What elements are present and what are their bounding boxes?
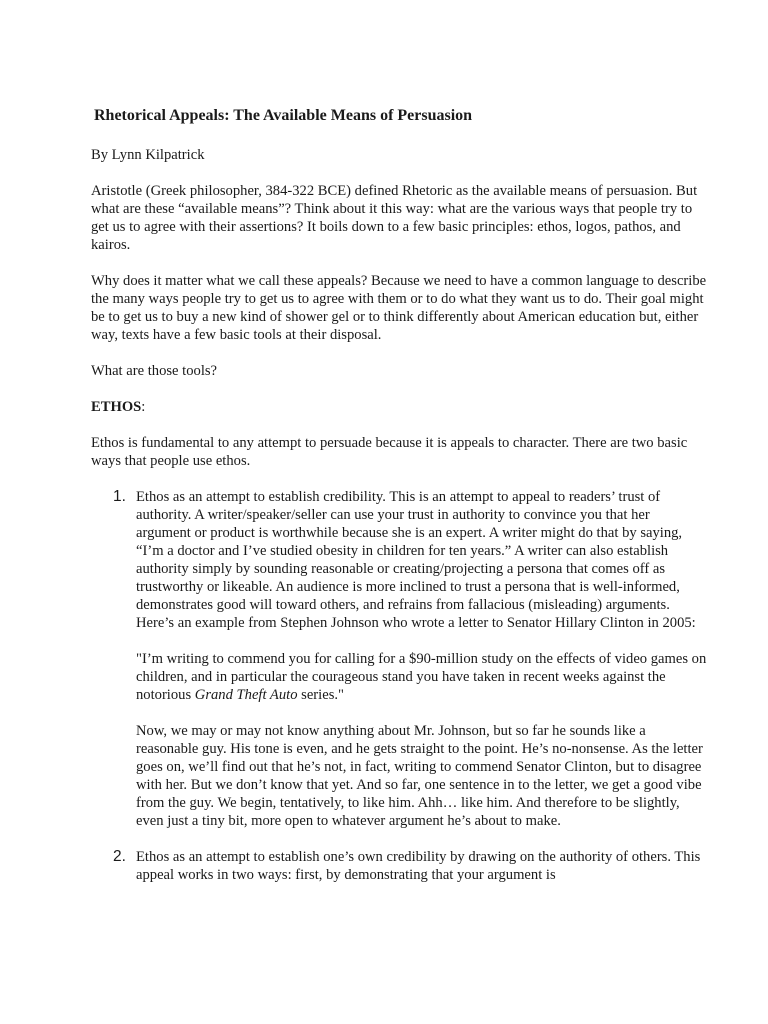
byline: By Lynn Kilpatrick [91,147,205,163]
list-item-text: Ethos as an attempt to establish one’s own credibility by drawing on the authority of others. This appeal works in two ways: first, by demonstrating that your argument is [136,849,701,883]
section-heading-colon: : [141,399,146,415]
section-heading-text: ETHOS [91,399,142,415]
list-item-followup: Now, we may or may not know anything about Mr. Johnson, but so far he sounds like a reasonable guy. His tone is even, and he gets straight to the point. He’s no-nonsense. As the letter goes on, we’ll find out that he’s not, in fact, writing to commend Senator Clinton, but to disagree with her. But we don’t know that yet. And so far, one sentence in to the letter, we get a good vibe from the guy. We begin, tentatively, to like him. Ahh… like him. And therefore to be slightly, even just a tiny bit, more open to whatever argument he’s about to make. [136,723,703,829]
ethos-intro: Ethos is fundamental to any attempt to persuade because it is appeals to character. There are two basic ways that people use ethos. [91,435,688,469]
ethos-list [91,488,708,884]
quote-text-end: series." [297,687,344,703]
block-quote [136,650,708,704]
list-item-text: Ethos as an attempt to establish credibility. This is an attempt to appeal to readers’ trust of authority. A writer/speaker/seller can use your trust in authority to convince you that her argument or product is worthwhile because she is an expert. A writer might do that by saying, “I’m a doctor and I’ve studied obesity in children for ten years.” A writer can also establish authority simply by sounding reasonable or creating/projecting a persona that comes off as trustworthy or likeable. An audience is more inclined to trust a persona that is well-informed, demonstrates good will toward others, and refrains from fallacious (misleading) arguments. Here’s an example from Stephen Johnson who wrote a letter to Senator Hillary Clinton in 2005: [136,489,696,631]
list-number: 2. [113,848,126,865]
list-item [91,848,708,884]
document-title: Rhetorical Appeals: The Available Means of Persuasion [94,107,473,124]
tools-question: What are those tools? [91,363,218,379]
section-heading-ethos [91,398,708,416]
quote-italic-title: Grand Theft Auto [194,687,298,703]
quote-text: "I’m writing to commend you for calling for a $90-million study on the effects of video games on children, and in particular the courageous stand you have taken in recent weeks against the notorious [136,651,707,703]
list-item [91,488,708,830]
list-number: 1. [113,488,126,505]
why-paragraph: Why does it matter what we call these appeals? Because we need to have a common language to describe the many ways people try to get us to agree with them or to do what they want us to do. Their goal might be to get us to buy a new kind of shower gel or to think differently about American education but, either way, texts have a few basic tools at their disposal. [91,273,707,343]
intro-paragraph: Aristotle (Greek philosopher, 384-322 BCE) defined Rhetoric as the available means of persuasion. But what are these “available means”? Think about it this way: what are the various ways that people try to get us to agree with their assertions? It boils down to a few basic principles: ethos, logos, pathos, and kairos. [91,183,698,253]
